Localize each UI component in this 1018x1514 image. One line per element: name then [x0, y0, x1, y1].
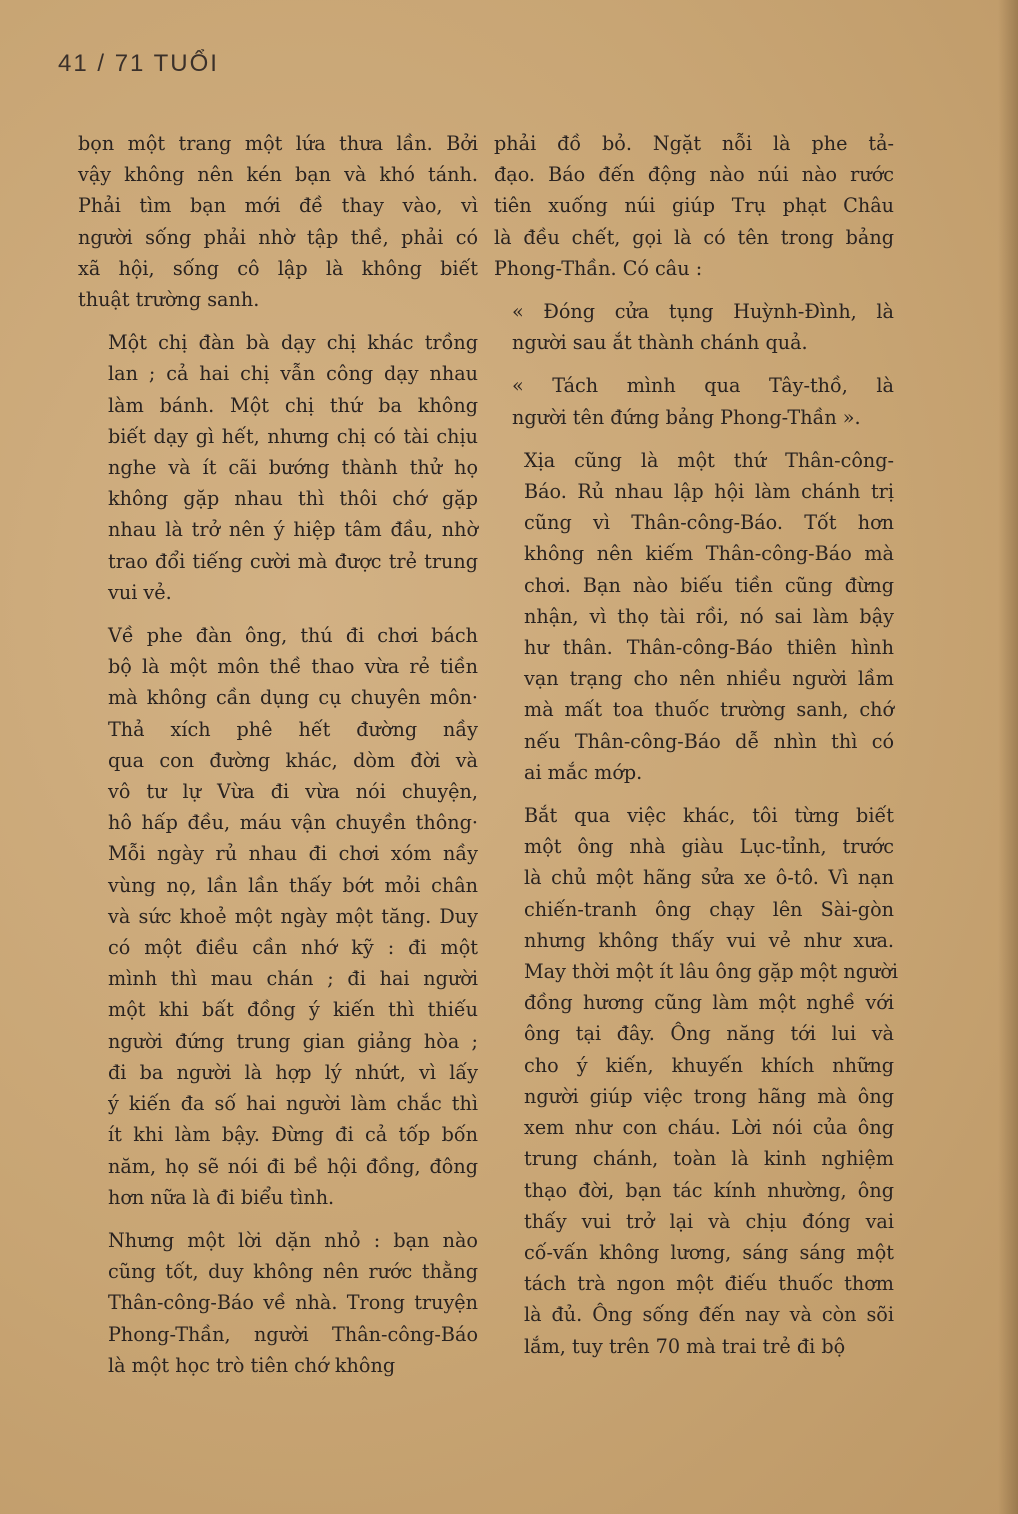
text-line: có một điều cần nhớ kỹ : đi một	[108, 936, 478, 960]
text-line: biết dạy gì hết, nhưng chị có tài chịu	[108, 424, 478, 448]
text-line: trao đổi tiếng cười mà được trẻ trung	[108, 549, 478, 573]
text-line: Phải tìm bạn mới đề thay vào, vì	[78, 194, 478, 218]
text-line: nếu Thân-công-Báo dễ nhìn thì có	[524, 729, 894, 753]
paragraph	[78, 327, 478, 608]
text-line: bọn một trang một lứa thưa lần. Bởi	[78, 132, 478, 155]
text-line: bộ là một môn thề thao vừa rẻ tiền	[108, 655, 478, 679]
text-line: Xịa cũng là một thứ Thân-công-	[524, 448, 894, 472]
right-column	[494, 128, 899, 1374]
text-line: xem như con cháu. Lời nói của ông	[524, 1116, 894, 1140]
text-line: là chủ một hãng sửa xe ô-tô. Vì nạn	[524, 866, 894, 890]
text-line: mà mất toa thuốc trường sanh, chớ	[524, 698, 894, 722]
text-line: tách trà ngon một điếu thuốc thơm	[524, 1272, 894, 1296]
text-line: tiên xuống núi giúp Trụ phạt Châu	[494, 194, 894, 218]
text-line: cũng vì Thân-công-Báo. Tốt hơn	[524, 511, 894, 535]
text-line: qua con đường khác, dòm đời và	[108, 748, 478, 772]
text-line: nhưng không thấy vui vẻ như xưa.	[524, 928, 894, 952]
text-line: hơn nữa là đi biểu tình.	[108, 1185, 335, 1209]
text-line: ai mắc mớp.	[524, 760, 643, 784]
text-line: đồng hương cũng làm một nghề với	[524, 991, 894, 1015]
text-line: nhau là trở nên ý hiệp tâm đầu, nhờ	[108, 518, 478, 542]
text-line: người sống phải nhờ tập thề, phải có	[78, 225, 478, 249]
text-line: và sức khoẻ một ngày một tăng. Duy	[108, 904, 478, 928]
paragraph	[78, 128, 478, 315]
text-line: không gặp nhau thì thôi chớ gặp	[108, 487, 478, 511]
text-line: vui vẻ.	[108, 580, 172, 604]
text-line: ít khi làm bậy. Đừng đi cả tốp bốn	[108, 1123, 478, 1147]
paragraph	[494, 800, 899, 1362]
text-line: người giúp việc trong hãng mà ông	[524, 1084, 894, 1108]
text-line: lan ; cả hai chị vẫn công dạy nhau	[108, 362, 478, 386]
page-edge-shadow	[998, 0, 1018, 1514]
text-line: May thời một ít lâu ông gặp một người	[524, 960, 899, 984]
text-line: ông tại đây. Ông năng tới lui và	[524, 1022, 894, 1046]
page-header: 41 / 71 TUỔI	[58, 50, 219, 77]
text-line: vạn trạng cho nên nhiều người lầm	[524, 667, 894, 691]
text-line: người đứng trung gian giảng hòa ;	[108, 1029, 478, 1053]
text-line: Mỗi ngày rủ nhau đi chơi xóm nầy	[108, 842, 478, 866]
text-line: Nhưng một lời dặn nhỏ : bạn nào	[108, 1228, 478, 1252]
paragraph	[78, 620, 478, 1213]
text-line: làm bánh. Một chị thứ ba không	[108, 393, 478, 417]
text-line: trung chánh, toàn là kinh nghiệm	[524, 1147, 894, 1171]
text-line: ý kiến đa số hai người làm chắc thì	[108, 1092, 478, 1116]
text-line: nhận, vì thọ tài rồi, nó sai làm bậy	[524, 604, 894, 628]
text-line: nghe và ít cãi bướng thành thử họ	[108, 456, 478, 480]
paragraph	[494, 296, 894, 358]
text-line: người tên đứng bảng Phong-Thần ».	[512, 405, 861, 429]
text-line: xã hội, sống cô lập là không biết	[78, 256, 478, 280]
text-line: không nên kiếm Thân-công-Báo mà	[524, 542, 894, 566]
paragraph	[494, 370, 894, 432]
text-line: mà không cần dụng cụ chuyên môn·	[108, 686, 478, 710]
text-line: là đủ. Ông sống đến nay và còn sõi	[524, 1303, 894, 1327]
text-line: Bắt qua việc khác, tôi từng biết	[524, 804, 894, 828]
text-line: lắm, tuy trên 70 mà trai trẻ đi bộ	[524, 1334, 846, 1358]
text-line: « Đóng cửa tụng Huỳnh-Đình, là	[512, 300, 894, 324]
text-line: năm, họ sẽ nói đi bề hội đồng, đông	[108, 1154, 478, 1178]
text-line: Về phe đàn ông, thú đi chơi bách	[108, 624, 478, 648]
text-line: vậy không nên kén bạn và khó tánh.	[78, 163, 478, 187]
text-line: « Tách mình qua Tây-thồ, là	[512, 374, 894, 398]
text-line: hư thân. Thân-công-Báo thiên hình	[524, 636, 894, 660]
text-line: chiến-tranh ông chạy lên Sài-gòn	[524, 897, 894, 921]
text-line: Phong-Thần, người Thân-công-Báo	[108, 1322, 478, 1346]
text-line: là đều chết, gọi là có tên trong bảng	[494, 225, 894, 249]
paragraph	[494, 128, 894, 284]
text-line: Phong-Thần. Có câu :	[494, 256, 703, 280]
text-line: vô tư lự Vừa đi vừa nói chuyện,	[108, 780, 478, 804]
text-line: một khi bất đồng ý kiến thì thiếu	[108, 998, 478, 1022]
text-line: cho ý kiến, khuyến khích những	[524, 1053, 894, 1077]
text-line: Báo. Rủ nhau lập hội làm chánh trị	[524, 480, 894, 504]
text-line: Thả xích phê hết đường nầy	[108, 717, 478, 741]
text-line: mình thì mau chán ; đi hai người	[108, 967, 478, 991]
text-line: chơi. Bạn nào biếu tiền cũng đừng	[524, 573, 894, 597]
text-line: thấy vui trở lại và chịu đóng vai	[524, 1209, 894, 1233]
text-line: đạo. Báo đến động nào núi nào rước	[494, 163, 894, 187]
text-line: vùng nọ, lần lần thấy bớt mỏi chân	[108, 873, 478, 897]
text-line: Thân-công-Báo về nhà. Trong truyện	[108, 1291, 478, 1315]
text-line: thạo đời, bạn tác kính nhường, ông	[524, 1178, 894, 1202]
text-line: một ông nhà giàu Lục-tỉnh, trước	[524, 835, 894, 859]
paragraph	[494, 445, 894, 788]
text-line: hô hấp đều, máu vận chuyền thông·	[108, 811, 478, 835]
text-line: thuật trường sanh.	[78, 288, 260, 312]
left-column	[78, 128, 478, 1393]
text-line: cũng tốt, duy không nên rước thằng	[108, 1260, 478, 1284]
text-line: Một chị đàn bà dạy chị khác trồng	[108, 331, 478, 355]
paragraph	[78, 1225, 478, 1381]
text-line: là một học trò tiên chớ không	[108, 1353, 396, 1377]
text-line: đi ba người là hợp lý nhứt, vì lấy	[108, 1060, 478, 1084]
text-line: cố-vấn không lương, sáng sáng một	[524, 1240, 894, 1264]
text-line: người sau ắt thành chánh quả.	[512, 331, 808, 355]
text-line: phải đồ bỏ. Ngặt nỗi là phe tả-	[494, 132, 894, 155]
